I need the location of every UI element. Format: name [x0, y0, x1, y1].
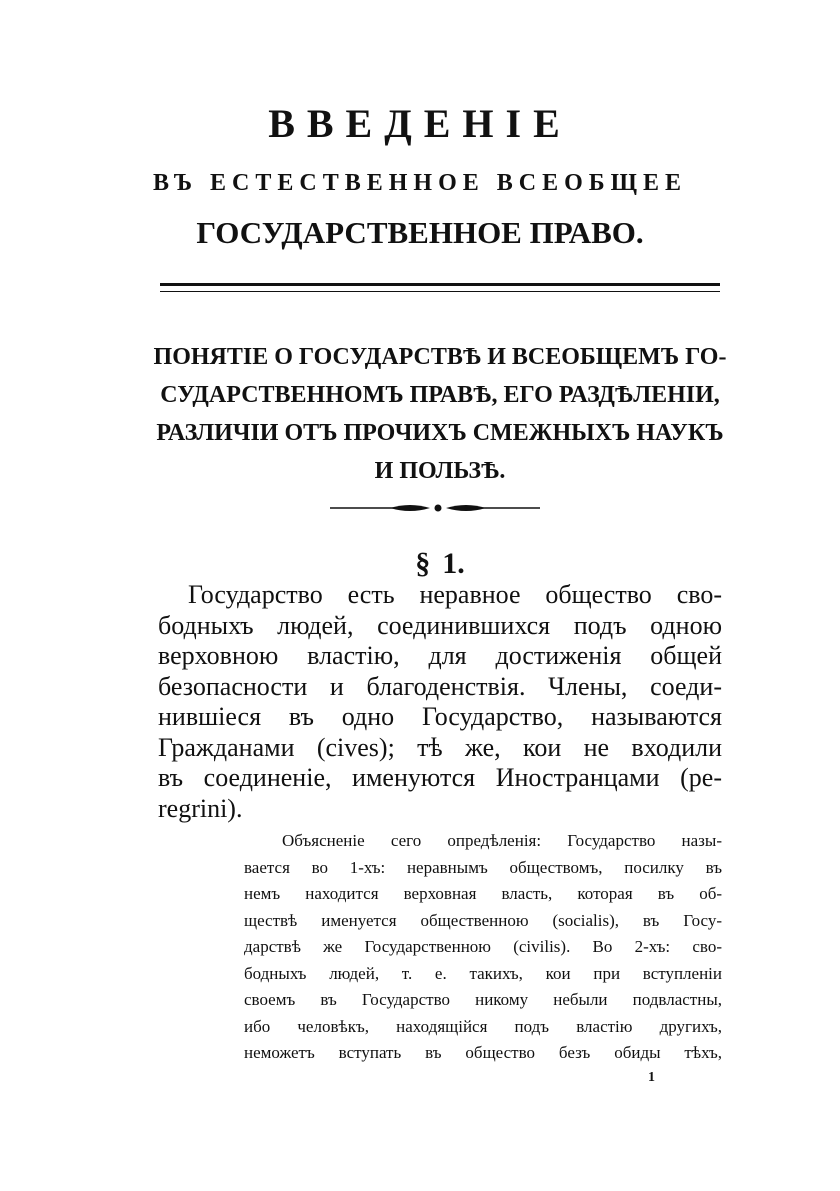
title-rule-thin [160, 291, 720, 292]
main-paragraph [158, 580, 722, 824]
subtitle: ВЪ ЕСТЕСТВЕННОЕ ВСЕОБЩЕЕ [152, 170, 688, 196]
paragraph-line: нившіеся въ одно Государство, называются [158, 702, 722, 731]
subtitle-second-line: ГОСУДАРСТВЕННОЕ ПРАВО. [196, 215, 644, 250]
ornament-divider [330, 498, 550, 518]
section-heading [0, 546, 840, 582]
section-number: 1. [442, 547, 465, 580]
paragraph-line: безопасности и благоденствія. Члены, соеди- [158, 671, 722, 701]
chapter-heading-line: СУДАРСТВЕННОМЪ ПРАВѢ, ЕГО РАЗДѢЛЕНІИ, [160, 382, 720, 408]
section-sign: § [415, 547, 431, 580]
signature-mark: 1 [648, 1070, 655, 1085]
chapter-heading-line: РАЗЛИЧІИ ОТЪ ПРОЧИХЪ СМЕЖНЫХЪ НАУКЪ [156, 420, 724, 446]
paragraph-line: Гражданами (cives); тѣ же, кои не входили [158, 732, 722, 762]
paragraph-line: въ соединеніе, именуются Иностранцами (pe- [158, 763, 722, 792]
note-line: ществѣ именуется общественною (socialis), въ Госу- [244, 910, 722, 930]
note-line: неможетъ вступать въ общество безъ обиды тѣхъ, [244, 1043, 722, 1062]
chapter-heading-line: И ПОЛЬЗѢ. [374, 458, 506, 484]
paragraph-line: regrini). [158, 793, 243, 823]
note-line: своемъ въ Государство никому небыли подвластны, [244, 990, 722, 1009]
note-line: вается во 1-хъ: неравнымъ обществомъ, посилку въ [244, 857, 722, 877]
paragraph-line: бодныхъ людей, соединившихся подъ одною [158, 610, 722, 640]
note-line: Объясненіе сего опредѣленія: Государство назы- [282, 831, 722, 850]
main-title: ВВЕДЕНІЕ [268, 101, 572, 146]
chapter-heading-line: ПОНЯТІЕ О ГОСУДАРСТВѢ И ВСЕОБЩЕМЪ ГО- [153, 344, 727, 370]
title-rule-thick [160, 283, 720, 286]
note-line: ибо человѣкъ, находящійся подъ властію другихъ, [244, 1016, 722, 1036]
paragraph-line: верховною властію, для достиженія общей [158, 641, 722, 670]
note-line: дарствѣ же Государственною (civilis). Во 2-хъ: сво- [244, 937, 722, 956]
chapter-heading [140, 338, 740, 490]
paragraph-line: Государство есть неравное общество сво- [188, 580, 722, 609]
note-line: бодныхъ людей, т. е. такихъ, кои при вступленіи [244, 963, 722, 983]
explanatory-note [244, 828, 722, 1067]
note-line: немъ находится верховная власть, которая въ об- [244, 884, 722, 903]
